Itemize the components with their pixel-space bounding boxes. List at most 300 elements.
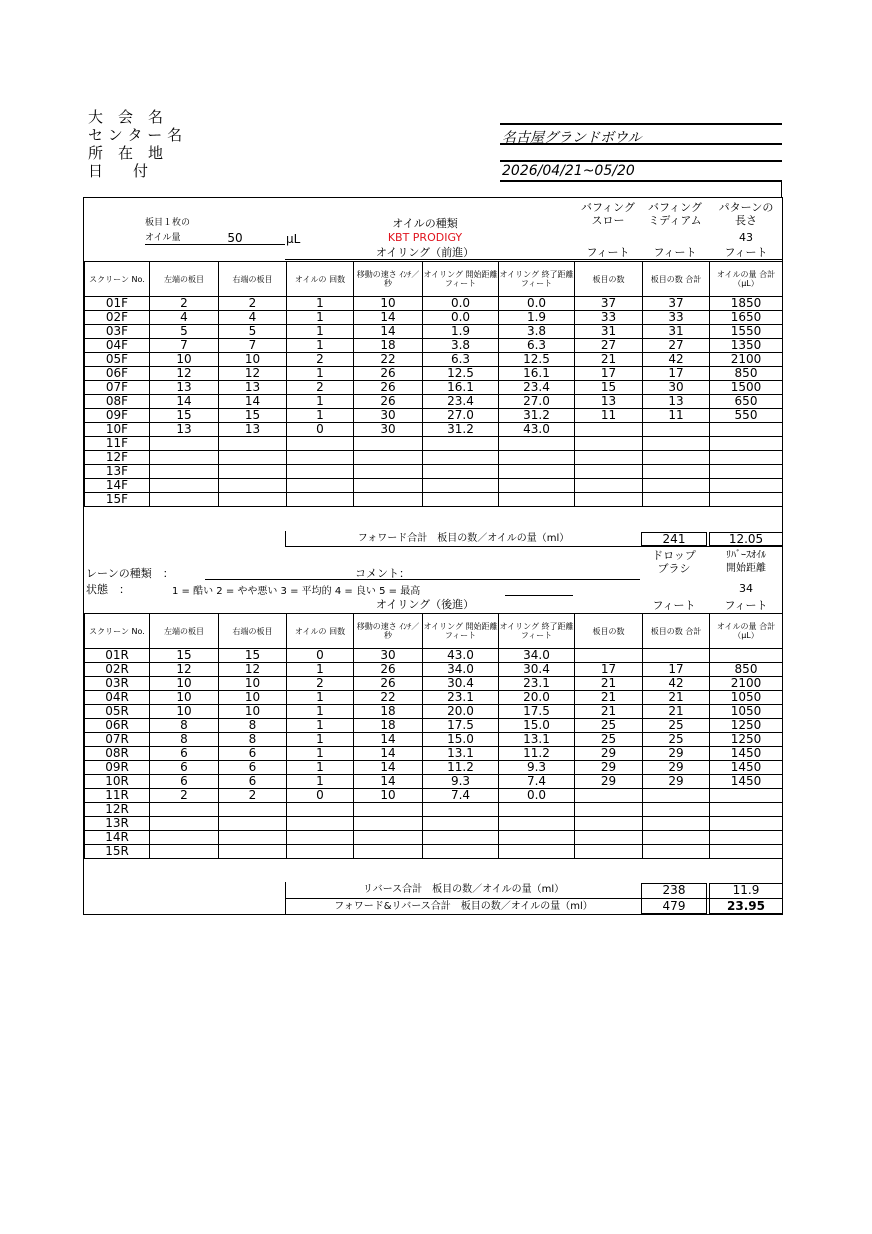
table-cell: 8 [150, 733, 219, 747]
table-cell: 10F [85, 423, 150, 437]
table-cell: 17 [643, 663, 710, 677]
reverse-row [85, 677, 783, 691]
buff-medium-unit: フィート [653, 246, 697, 259]
table-cell: 0 [287, 649, 354, 663]
forward-row [85, 395, 783, 409]
forward-row [85, 409, 783, 423]
table-cell: 03R [85, 677, 150, 691]
table-cell: 34.0 [499, 649, 575, 663]
table-cell: 13R [85, 817, 150, 831]
table-cell: 05R [85, 705, 150, 719]
table-cell: 1 [287, 409, 354, 423]
table-cell: 17 [575, 663, 643, 677]
table-cell [710, 493, 783, 507]
condition-label: 状態 ： [86, 583, 130, 596]
table-cell: 14 [354, 747, 423, 761]
table-cell [643, 789, 710, 803]
table-cell [287, 437, 354, 451]
table-cell [643, 423, 710, 437]
table-cell [575, 649, 643, 663]
table-cell: 1 [287, 311, 354, 325]
forward-row [85, 367, 783, 381]
forward-row [85, 465, 783, 479]
table-cell [710, 803, 783, 817]
table-cell: 6.3 [423, 353, 499, 367]
table-cell: 1.9 [423, 325, 499, 339]
forward-row [85, 381, 783, 395]
reverse-total-boards: 238 [662, 883, 686, 897]
table-cell: 0.0 [423, 311, 499, 325]
table-cell: 1500 [710, 381, 783, 395]
table-cell: 12 [219, 367, 287, 381]
table-cell [710, 423, 783, 437]
table-cell: 6 [150, 775, 219, 789]
table-cell: 10 [150, 353, 219, 367]
reverse-row [85, 845, 783, 859]
table-cell [219, 817, 287, 831]
table-cell: 1 [287, 705, 354, 719]
table-cell: 15 [219, 649, 287, 663]
table-cell [710, 789, 783, 803]
table-cell [575, 451, 643, 465]
table-cell [710, 451, 783, 465]
table-cell: 11.2 [423, 761, 499, 775]
table-cell: 25 [575, 719, 643, 733]
table-cell: 13 [643, 395, 710, 409]
column-header: オイルの 回数 [287, 614, 354, 649]
buff-slow: バフィング スロー [581, 201, 635, 227]
table-cell [150, 479, 219, 493]
table-cell [575, 831, 643, 845]
table-cell: 31.2 [423, 423, 499, 437]
table-cell [287, 817, 354, 831]
table-cell [710, 649, 783, 663]
table-cell: 22 [354, 353, 423, 367]
table-cell [219, 479, 287, 493]
board-oil-label: 板目１枚の [145, 218, 191, 228]
grand-total-label: フォワード&リバース合計 板目の数／オイルの量（ml） [334, 901, 593, 912]
table-cell: 13.1 [423, 747, 499, 761]
table-cell [575, 493, 643, 507]
column-header: 板目の数 合計 [643, 262, 710, 297]
table-cell: 23.1 [423, 691, 499, 705]
table-cell: 14 [354, 311, 423, 325]
condition-scale: 1 = 酷い 2 = やや悪い 3 = 平均的 4 = 良い 5 = 最高 [172, 586, 421, 597]
table-cell [575, 789, 643, 803]
column-header: 板目の数 [575, 614, 643, 649]
table-cell: 26 [354, 395, 423, 409]
table-cell: 04R [85, 691, 150, 705]
table-cell: 1050 [710, 705, 783, 719]
table-cell: 20.0 [499, 691, 575, 705]
table-cell: 31 [575, 325, 643, 339]
table-cell: 18 [354, 339, 423, 353]
forward-row [85, 479, 783, 493]
table-cell: 02R [85, 663, 150, 677]
table-cell [575, 817, 643, 831]
reverse-row [85, 747, 783, 761]
table-cell: 26 [354, 677, 423, 691]
table-cell: 14F [85, 479, 150, 493]
table-cell: 5 [219, 325, 287, 339]
column-header: オイルの 回数 [287, 262, 354, 297]
table-cell [423, 437, 499, 451]
reverse-total-label: リバース合計 板目の数／オイルの量（ml） [362, 884, 565, 895]
table-cell [354, 465, 423, 479]
table-cell: 1 [287, 733, 354, 747]
table-cell: 0.0 [423, 297, 499, 311]
drop-unit: フィート [652, 599, 696, 612]
table-cell: 20.0 [423, 705, 499, 719]
table-cell [710, 845, 783, 859]
table-cell: 21 [575, 353, 643, 367]
table-cell [219, 831, 287, 845]
table-cell: 12F [85, 451, 150, 465]
column-header: スクリーン No. [85, 614, 150, 649]
table-cell [499, 817, 575, 831]
table-cell: 27 [575, 339, 643, 353]
table-cell: 01F [85, 297, 150, 311]
table-cell [354, 451, 423, 465]
table-cell: 6 [150, 747, 219, 761]
table-cell: 30.4 [423, 677, 499, 691]
table-cell [219, 437, 287, 451]
table-cell: 11R [85, 789, 150, 803]
table-cell: 17 [643, 367, 710, 381]
table-cell [150, 831, 219, 845]
table-cell: 1 [287, 719, 354, 733]
board-oil-unit: μL [286, 232, 301, 246]
table-cell [575, 423, 643, 437]
table-cell: 29 [643, 761, 710, 775]
table-cell: 08F [85, 395, 150, 409]
table-cell: 10 [219, 691, 287, 705]
table-cell [219, 465, 287, 479]
table-cell: 2100 [710, 353, 783, 367]
table-cell [354, 845, 423, 859]
table-cell: 0.0 [499, 297, 575, 311]
buff-medium: バフィング ミディアム [648, 201, 702, 227]
column-header: オイルの量 合計（μL） [710, 262, 783, 297]
table-cell: 18 [354, 705, 423, 719]
forward-section-title: オイリング（前進） [375, 246, 475, 259]
table-cell: 11 [575, 409, 643, 423]
table-cell: 9.3 [423, 775, 499, 789]
table-cell: 12.5 [423, 367, 499, 381]
table-cell: 14 [354, 775, 423, 789]
table-cell: 15.0 [423, 733, 499, 747]
table-cell [643, 465, 710, 479]
table-cell: 7.4 [423, 789, 499, 803]
table-cell: 10 [219, 353, 287, 367]
reverse-row [85, 733, 783, 747]
table-cell: 30 [354, 649, 423, 663]
table-cell [354, 803, 423, 817]
table-cell: 13 [219, 423, 287, 437]
table-cell: 37 [643, 297, 710, 311]
table-cell: 07R [85, 733, 150, 747]
forward-table [84, 261, 783, 507]
table-cell [643, 845, 710, 859]
table-cell: 12 [219, 663, 287, 677]
table-cell: 13 [150, 423, 219, 437]
table-cell: 1450 [710, 747, 783, 761]
table-cell: 26 [354, 367, 423, 381]
reverse-start: ﾘﾊﾞｰｽｵｲﾙ 開始距離 [726, 550, 766, 574]
table-cell: 21 [575, 677, 643, 691]
table-cell: 02F [85, 311, 150, 325]
table-cell: 31.2 [499, 409, 575, 423]
table-cell [150, 845, 219, 859]
table-cell: 30 [354, 423, 423, 437]
table-cell: 30 [354, 409, 423, 423]
table-cell: 27.0 [423, 409, 499, 423]
reverse-row [85, 831, 783, 845]
column-header: 移動の速さ ｲﾝﾁ／秒 [354, 262, 423, 297]
buff-slow-unit: フィート [586, 246, 630, 259]
column-header: 板目の数 [575, 262, 643, 297]
label-address: 所 在 地 [88, 144, 164, 162]
table-cell: 17 [575, 367, 643, 381]
column-header: オイリング 終了距離 フィート [499, 262, 575, 297]
table-cell: 21 [643, 705, 710, 719]
reverse-row [85, 691, 783, 705]
table-cell [643, 817, 710, 831]
table-cell: 23.4 [423, 395, 499, 409]
table-cell [499, 845, 575, 859]
table-cell: 7.4 [499, 775, 575, 789]
table-cell: 4 [219, 311, 287, 325]
table-cell: 1450 [710, 761, 783, 775]
table-cell: 33 [643, 311, 710, 325]
forward-row [85, 437, 783, 451]
lane-type-label: レーンの種類 ： [86, 567, 174, 580]
table-cell: 1 [287, 747, 354, 761]
table-cell: 1 [287, 663, 354, 677]
table-cell [423, 465, 499, 479]
table-cell: 1050 [710, 691, 783, 705]
table-cell [710, 831, 783, 845]
reverse-row [85, 761, 783, 775]
column-header: 左端の板目 [150, 262, 219, 297]
table-cell: 30 [643, 381, 710, 395]
drop-brush: ドロップ ブラシ [652, 549, 696, 575]
table-cell [499, 451, 575, 465]
table-cell [287, 479, 354, 493]
table-cell: 21 [643, 691, 710, 705]
table-cell: 21 [575, 705, 643, 719]
table-cell [150, 451, 219, 465]
table-cell: 43.0 [499, 423, 575, 437]
table-cell [219, 451, 287, 465]
table-cell: 42 [643, 677, 710, 691]
table-cell: 26 [354, 381, 423, 395]
table-cell: 03F [85, 325, 150, 339]
table-cell: 25 [575, 733, 643, 747]
table-cell [423, 493, 499, 507]
reverse-total-oil: 11.9 [732, 883, 760, 897]
table-cell: 34.0 [423, 663, 499, 677]
table-cell: 1 [287, 297, 354, 311]
table-cell [150, 465, 219, 479]
table-cell: 1 [287, 325, 354, 339]
table-cell: 1350 [710, 339, 783, 353]
table-cell: 14 [354, 733, 423, 747]
table-cell: 10 [354, 297, 423, 311]
table-cell [643, 803, 710, 817]
reverse-row [85, 775, 783, 789]
table-cell: 14 [354, 761, 423, 775]
table-cell: 29 [575, 747, 643, 761]
table-cell: 8 [219, 733, 287, 747]
table-cell: 1 [287, 339, 354, 353]
label-date: 日 付 [88, 162, 149, 180]
table-cell [354, 831, 423, 845]
table-cell: 6 [219, 747, 287, 761]
column-header: オイリング 開始距離 フィート [423, 614, 499, 649]
table-cell: 0 [287, 789, 354, 803]
table-cell: 0 [287, 423, 354, 437]
header-row [85, 262, 783, 297]
table-cell: 04F [85, 339, 150, 353]
table-cell: 6 [219, 775, 287, 789]
table-cell: 10 [150, 691, 219, 705]
table-cell [354, 437, 423, 451]
table-cell: 10R [85, 775, 150, 789]
reverse-start-value: 34 [739, 582, 753, 595]
table-cell: 1550 [710, 325, 783, 339]
forward-row [85, 325, 783, 339]
column-header: 左端の板目 [150, 614, 219, 649]
table-cell [499, 493, 575, 507]
forward-row [85, 451, 783, 465]
table-cell [575, 479, 643, 493]
table-cell: 4 [150, 311, 219, 325]
table-cell [150, 803, 219, 817]
board-oil-label2: オイル量 [145, 233, 181, 243]
date-value: 2026/04/21~05/20 [502, 163, 635, 179]
reverse-row [85, 817, 783, 831]
table-cell: 850 [710, 367, 783, 381]
table-cell: 1650 [710, 311, 783, 325]
forward-row [85, 339, 783, 353]
table-cell: 22 [354, 691, 423, 705]
reverse-row [85, 705, 783, 719]
table-cell: 29 [575, 775, 643, 789]
table-cell: 17.5 [499, 705, 575, 719]
reverse-section-title: オイリング（後進） [375, 598, 475, 611]
table-cell: 550 [710, 409, 783, 423]
table-cell: 15F [85, 493, 150, 507]
table-cell [575, 437, 643, 451]
table-cell: 16.1 [423, 381, 499, 395]
table-cell [499, 465, 575, 479]
forward-row [85, 493, 783, 507]
table-cell: 10 [354, 789, 423, 803]
pattern-length: パターンの 長さ [718, 201, 774, 227]
table-cell: 1 [287, 395, 354, 409]
table-cell: 09R [85, 761, 150, 775]
table-cell [499, 831, 575, 845]
table-cell: 29 [575, 761, 643, 775]
reverse-row [85, 789, 783, 803]
table-cell: 14R [85, 831, 150, 845]
table-cell [354, 817, 423, 831]
grand-total-oil: 23.95 [727, 899, 765, 913]
oil-type-label: オイルの種類 [392, 217, 458, 230]
table-cell [287, 831, 354, 845]
label-center: セ ン タ ー 名 [88, 126, 183, 144]
table-cell: 8 [219, 719, 287, 733]
table-cell: 7 [150, 339, 219, 353]
reverse-row [85, 663, 783, 677]
table-cell [643, 479, 710, 493]
table-cell [354, 493, 423, 507]
table-cell: 11 [643, 409, 710, 423]
table-cell: 12R [85, 803, 150, 817]
table-cell: 06R [85, 719, 150, 733]
table-cell [219, 845, 287, 859]
table-cell [423, 479, 499, 493]
table-cell: 29 [643, 747, 710, 761]
table-cell: 7 [219, 339, 287, 353]
table-cell: 12.5 [499, 353, 575, 367]
reverse-row [85, 719, 783, 733]
reverse-start-unit: フィート [724, 599, 768, 612]
forward-total-label: フォワード合計 板目の数／オイルの量（ml） [357, 533, 570, 544]
table-cell: 6 [150, 761, 219, 775]
table-cell [710, 817, 783, 831]
table-cell [575, 465, 643, 479]
table-cell: 1 [287, 761, 354, 775]
table-cell: 3.8 [423, 339, 499, 353]
table-cell: 10 [219, 677, 287, 691]
table-cell [643, 451, 710, 465]
table-cell: 23.4 [499, 381, 575, 395]
forward-row [85, 297, 783, 311]
table-cell: 1 [287, 775, 354, 789]
table-cell: 15R [85, 845, 150, 859]
pattern-length-value: 43 [739, 231, 753, 244]
table-cell: 1450 [710, 775, 783, 789]
table-cell: 01R [85, 649, 150, 663]
table-cell: 07F [85, 381, 150, 395]
table-cell: 3.8 [499, 325, 575, 339]
table-cell: 8 [150, 719, 219, 733]
table-cell: 10 [150, 677, 219, 691]
table-cell [643, 437, 710, 451]
table-cell: 13F [85, 465, 150, 479]
table-cell [575, 845, 643, 859]
table-cell: 6.3 [499, 339, 575, 353]
table-cell: 11.2 [499, 747, 575, 761]
table-cell [710, 465, 783, 479]
table-cell: 15 [219, 409, 287, 423]
table-cell: 10 [150, 705, 219, 719]
table-cell: 29 [643, 775, 710, 789]
table-cell: 31 [643, 325, 710, 339]
table-cell: 650 [710, 395, 783, 409]
table-cell: 09F [85, 409, 150, 423]
table-cell: 15 [575, 381, 643, 395]
table-cell: 1850 [710, 297, 783, 311]
table-cell: 27 [643, 339, 710, 353]
column-header: スクリーン No. [85, 262, 150, 297]
table-cell [287, 845, 354, 859]
table-cell: 33 [575, 311, 643, 325]
table-cell: 1.9 [499, 311, 575, 325]
table-cell: 05F [85, 353, 150, 367]
